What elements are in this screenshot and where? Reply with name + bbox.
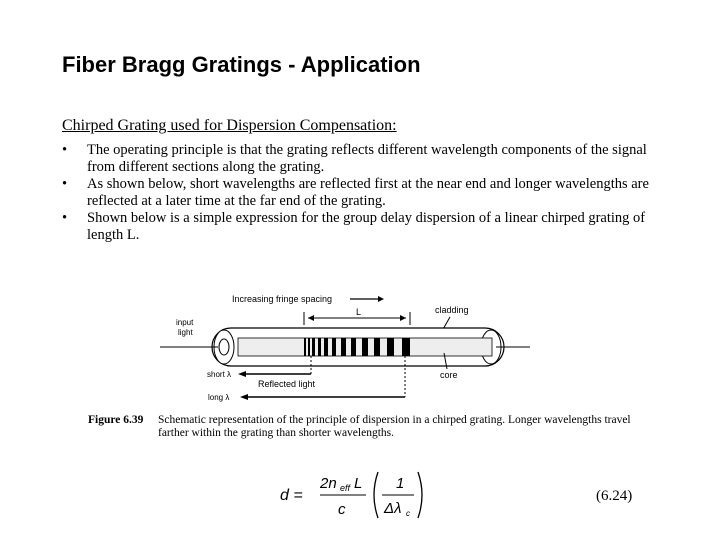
bullet-item bbox=[62, 176, 662, 210]
bullet-item bbox=[62, 210, 662, 244]
core-label: core bbox=[440, 370, 458, 380]
input-light-label: input bbox=[176, 318, 194, 327]
figure-caption bbox=[88, 414, 638, 440]
figure-number: Figure 6.39 bbox=[88, 414, 144, 426]
bullet-dot: • bbox=[62, 176, 68, 192]
bullet-list bbox=[62, 142, 662, 244]
bullet-text: As shown below, short wavelengths are reflected first at the near end and longer wavelengths are reflected at a later time at the far end of the grating. bbox=[87, 176, 649, 209]
bullet-text: Shown below is a simple expression for the group delay dispersion of a linear chirped grating of length L. bbox=[87, 210, 646, 243]
fringe-spacing-label: Increasing fringe spacing bbox=[232, 294, 333, 304]
bullet-dot: • bbox=[62, 210, 68, 226]
equation-inner-numerator: 1 bbox=[396, 475, 405, 492]
equation-number: (6.24) bbox=[596, 488, 633, 504]
reflected-light-label: Reflected light bbox=[258, 379, 316, 389]
cladding-label: cladding bbox=[435, 305, 469, 315]
length-label: L bbox=[356, 307, 362, 317]
input-light-label-2: light bbox=[178, 328, 193, 337]
short-wavelength-label: short λ bbox=[207, 370, 232, 379]
slide-title: Fiber Bragg Gratings - Application bbox=[62, 52, 421, 77]
equation bbox=[280, 466, 440, 529]
equation-numerator-sub: eff bbox=[340, 483, 351, 493]
equation-lhs: d = bbox=[280, 487, 303, 504]
long-wavelength-label: long λ bbox=[208, 393, 230, 402]
bullet-item bbox=[62, 142, 662, 176]
slide-subtitle: Chirped Grating used for Dispersion Compensation: bbox=[62, 117, 397, 134]
chirped-grating-figure bbox=[160, 285, 530, 405]
equation-numerator-tail: L bbox=[354, 475, 363, 492]
equation-inner-denominator-sub: c bbox=[406, 509, 410, 518]
equation-inner-denominator: Δλ bbox=[384, 500, 402, 517]
bullet-text: The operating principle is that the grating reflects different wavelength components of the signal from different sections along the grating. bbox=[87, 142, 647, 175]
caption-text: Schematic representation of the principle of dispersion in a chirped grating. Longer wavelengths travel farther within the grating than shorter wavelengths. bbox=[158, 414, 631, 439]
bullet-dot: • bbox=[62, 142, 68, 158]
equation-numerator: 2n bbox=[320, 475, 337, 492]
equation-denominator: c bbox=[338, 501, 346, 518]
